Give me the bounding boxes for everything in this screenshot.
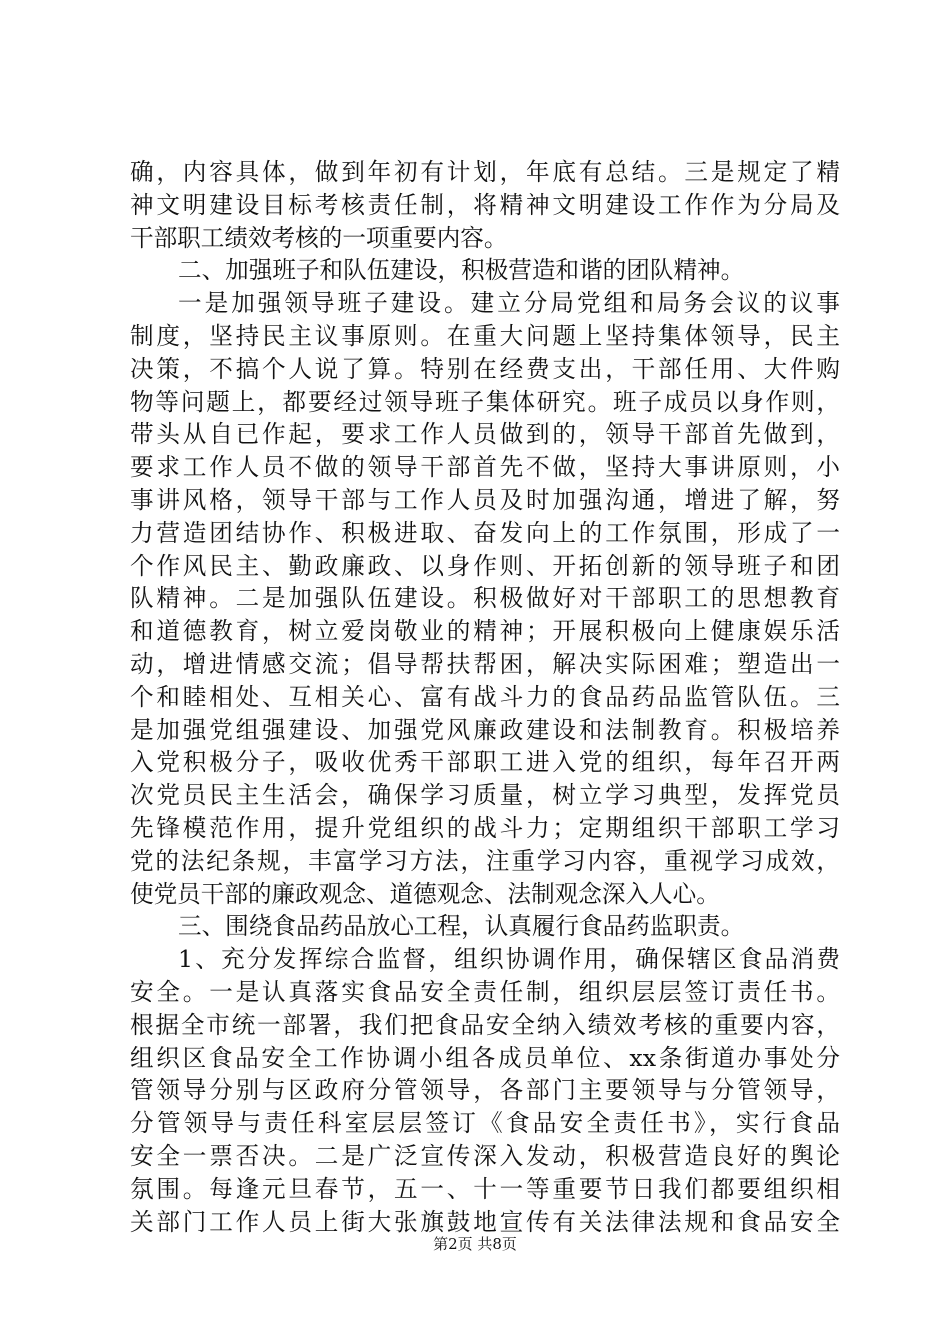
text-line: 干部职工绩效考核的一项重要内容。 (130, 223, 508, 252)
page-number: 第2页 共8页 (433, 1235, 517, 1253)
text-line: 事讲风格，领导干部与工作人员及时加强沟通，增进了解，努 (130, 485, 840, 514)
text-line: 力营造团结协作、积极进取、奋发向上的工作氛围，形成了一 (130, 518, 840, 547)
text-line: 制度，坚持民主议事原则。在重大问题上坚持集体领导，民主 (130, 321, 840, 350)
text-line: 1、充分发挥综合监督，组织协调作用，确保辖区食品消费 (178, 945, 840, 974)
text-line: 决策，不搞个人说了算。特别在经费支出，干部任用、大件购 (130, 354, 840, 383)
text-line: 先锋模范作用，提升党组织的战斗力；定期组织干部职工学习 (130, 813, 840, 842)
page-footer (0, 1233, 950, 1254)
text-line: 二、加强班子和队伍建设，积极营造和谐的团队精神。 (178, 256, 745, 285)
text-line: 关部门工作人员上街大张旗鼓地宣传有关法律法规和食品安全 (130, 1207, 840, 1236)
text-line: 一是加强领导班子建设。建立分局党组和局务会议的议事 (178, 289, 840, 318)
text-line: 党的法纪条规，丰富学习方法，注重学习内容，重视学习成效， (130, 846, 840, 875)
text-line: 入党积极分子，吸收优秀干部职工进入党的组织，每年召开两 (130, 748, 840, 777)
document-body (130, 156, 840, 1238)
text-line: 确，内容具体，做到年初有计划，年底有总结。三是规定了精 (130, 158, 840, 186)
text-line: 带头从自已作起，要求工作人员做到的，领导干部首先做到， (130, 420, 840, 449)
paragraph (130, 943, 840, 1238)
text-line: 神文明建设目标考核责任制，将精神文明建设工作作为分局及 (130, 190, 840, 219)
text-line: 安全一票否决。二是广泛宣传深入发动，积极营造良好的舆论 (130, 1141, 840, 1170)
text-line: 物等问题上，都要经过领导班子集体研究。班子成员以身作则， (130, 387, 840, 416)
text-line: 动，增进情感交流；倡导帮扶帮困，解决实际困难；塑造出一 (130, 649, 840, 678)
text-line: 根据全市统一部署，我们把食品安全纳入绩效考核的重要内容， (130, 1010, 840, 1039)
text-line: 是加强党组强建设、加强党风廉政建设和法制教育。积极培养 (130, 715, 840, 744)
paragraph (130, 910, 840, 943)
text-line: 队精神。二是加强队伍建设。积极做好对干部职工的思想教育 (130, 584, 840, 613)
text-line: 个作风民主、勤政廉政、以身作则、开拓创新的领导班子和团 (130, 551, 840, 580)
text-line: 要求工作人员不做的领导干部首先不做，坚持大事讲原则，小 (130, 453, 840, 482)
text-line: 氛围。每逢元旦春节，五一、十一等重要节日我们都要组织相 (130, 1174, 840, 1203)
text-line: 和道德教育，树立爱岗敬业的精神；开展积极向上健康娱乐活 (130, 617, 840, 646)
text-line: 分管领导与责任科室层层签订《食品安全责任书》，实行食品 (130, 1109, 840, 1138)
paragraph (130, 254, 840, 287)
text-line: 次党员民主生活会，确保学习质量，树立学习典型，发挥党员 (130, 781, 840, 810)
paragraph (130, 156, 840, 254)
text-line: 三、围绕食品药品放心工程，认真履行食品药监职责。 (178, 912, 745, 941)
text-line: 组织区食品安全工作协调小组各成员单位、xx条街道办事处分 (130, 1043, 840, 1072)
text-line: 使党员干部的廉政观念、道德观念、法制观念深入人心。 (130, 879, 720, 908)
text-line: 管领导分别与区政府分管领导，各部门主要领导与分管领导， (130, 1076, 840, 1105)
text-line: 安全。一是认真落实食品安全责任制，组织层层签订责任书。 (130, 977, 840, 1006)
text-line: 个和睦相处、互相关心、富有战斗力的食品药品监管队伍。三 (130, 682, 840, 711)
paragraph (130, 287, 840, 910)
